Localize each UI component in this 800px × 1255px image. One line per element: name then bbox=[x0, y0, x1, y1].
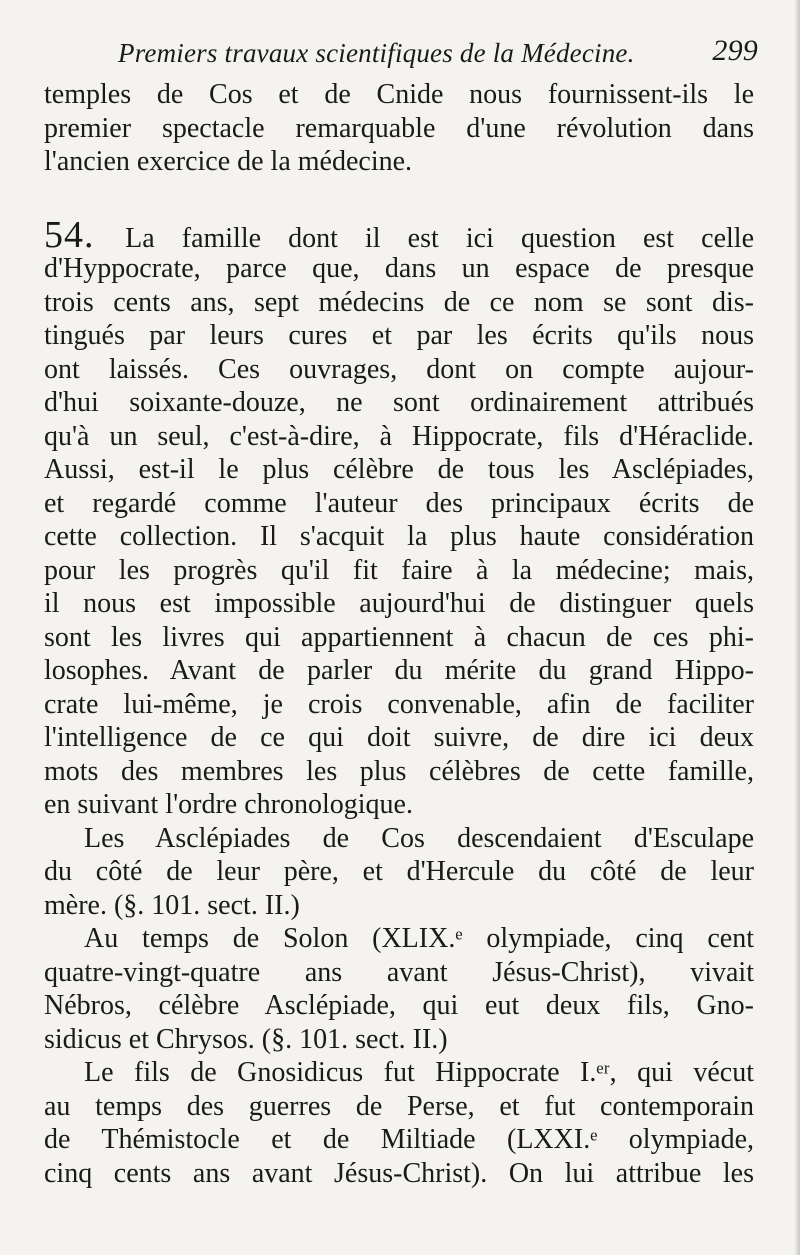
text-line bbox=[44, 587, 754, 621]
line-text: premier spectacle remarquable d'une révolution dans bbox=[44, 112, 754, 144]
line-text: pour les progrès qu'il fit faire à la médecine; mais, bbox=[44, 554, 754, 586]
line-text: au temps des guerres de Perse, et fut contemporain bbox=[44, 1090, 754, 1122]
text-line bbox=[44, 1056, 754, 1090]
line-text: mots des membres les plus célèbres de cette famille, bbox=[44, 755, 754, 787]
line-text: d'Hyppocrate, parce que, dans un espace de presque bbox=[44, 253, 754, 284]
line-text: Le fils de Gnosidicus fut Hippocrate I.ᵉʳ, qui vécut bbox=[84, 1057, 754, 1088]
line-text: Aussi, est-il le plus célèbre de tous les Asclépiades, bbox=[44, 454, 754, 485]
text-line bbox=[44, 145, 754, 179]
line-text: l'ancien exercice de la médecine. bbox=[44, 146, 413, 177]
text-line bbox=[44, 989, 754, 1023]
text-line bbox=[44, 621, 754, 655]
line-text: en suivant l'ordre chronologique. bbox=[44, 789, 413, 820]
text-line bbox=[44, 353, 754, 387]
line-text: qu'à un seul, c'est-à-dire, à Hippocrate, fils d'Héraclide. bbox=[44, 420, 754, 452]
text-line bbox=[44, 822, 754, 856]
text-line bbox=[44, 788, 754, 822]
text-line bbox=[44, 112, 754, 146]
line-text: et regardé comme l'auteur des principaux écrits de bbox=[44, 487, 754, 519]
line-text: quatre-vingt-quatre ans avant Jésus-Christ), vivait bbox=[44, 956, 754, 988]
text-line bbox=[44, 78, 754, 112]
line-text: ont laissés. Ces ouvrages, dont on compte aujour- bbox=[44, 353, 754, 385]
line-text: La famille dont il est ici question est celle bbox=[125, 222, 754, 254]
text-line bbox=[44, 520, 754, 554]
line-text: cette collection. Il s'acquit la plus haute considération bbox=[44, 521, 754, 552]
text-line bbox=[44, 319, 754, 353]
page-number: 299 bbox=[712, 34, 758, 67]
text-line bbox=[44, 1023, 754, 1057]
line-text: de Thémistocle et de Miltiade (LXXI.ᵉ olympiade, bbox=[44, 1124, 754, 1155]
line-text: sont les livres qui appartiennent à chacun de ces phi- bbox=[44, 621, 754, 653]
text-line bbox=[44, 755, 754, 789]
text-line bbox=[44, 855, 754, 889]
line-text: Nébros, célèbre Asclépiade, qui eut deux fils, Gno- bbox=[44, 990, 754, 1021]
running-title: Premiers travaux scientifiques de la Médecine. bbox=[118, 38, 635, 68]
line-text: du côté de leur père, et d'Hercule du côté de leur bbox=[44, 856, 754, 887]
line-text: il nous est impossible aujourd'hui de distinguer quels bbox=[44, 588, 754, 619]
text-line bbox=[44, 420, 754, 454]
text-line bbox=[44, 889, 754, 923]
page-edge-shadow bbox=[794, 0, 800, 1255]
text-line bbox=[44, 1157, 754, 1191]
text-line bbox=[44, 487, 754, 521]
line-text: crate lui-même, je crois convenable, afin de faciliter bbox=[44, 688, 754, 720]
text-line bbox=[44, 286, 754, 320]
text-line bbox=[44, 213, 754, 256]
text-line bbox=[44, 956, 754, 990]
body-text bbox=[44, 78, 754, 1190]
text-line bbox=[44, 386, 754, 420]
text-line bbox=[44, 252, 754, 286]
line-text: temples de Cos et de Cnide nous fournissent-ils le bbox=[44, 79, 754, 110]
text-line bbox=[44, 453, 754, 487]
text-line bbox=[44, 922, 754, 956]
line-text: sidicus et Chrysos. (§. 101. sect. II.) bbox=[44, 1023, 448, 1055]
text-line bbox=[44, 1090, 754, 1124]
running-header bbox=[118, 32, 758, 72]
section-number: 54. bbox=[44, 213, 126, 256]
text-line bbox=[44, 688, 754, 722]
text-line bbox=[44, 721, 754, 755]
text-line bbox=[44, 654, 754, 688]
line-text: cinq cents ans avant Jésus-Christ). On lui attribue les bbox=[44, 1157, 754, 1189]
line-text: losophes. Avant de parler du mérite du grand Hippo- bbox=[44, 655, 754, 686]
line-text: l'intelligence de ce qui doit suivre, de dire ici deux bbox=[44, 722, 754, 753]
line-text: trois cents ans, sept médecins de ce nom se sont dis- bbox=[44, 286, 754, 318]
line-text: mère. (§. 101. sect. II.) bbox=[44, 889, 300, 921]
text-line bbox=[44, 554, 754, 588]
line-text: tingués par leurs cures et par les écrits qu'ils nous bbox=[44, 320, 754, 351]
line-text: d'hui soixante-douze, ne sont ordinairement attribués bbox=[44, 387, 754, 418]
line-text: Les Asclépiades de Cos descendaient d'Esculape bbox=[84, 822, 754, 854]
text-line bbox=[44, 1123, 754, 1157]
line-text: Au temps de Solon (XLIX.ᵉ olympiade, cinq cent bbox=[84, 923, 754, 954]
